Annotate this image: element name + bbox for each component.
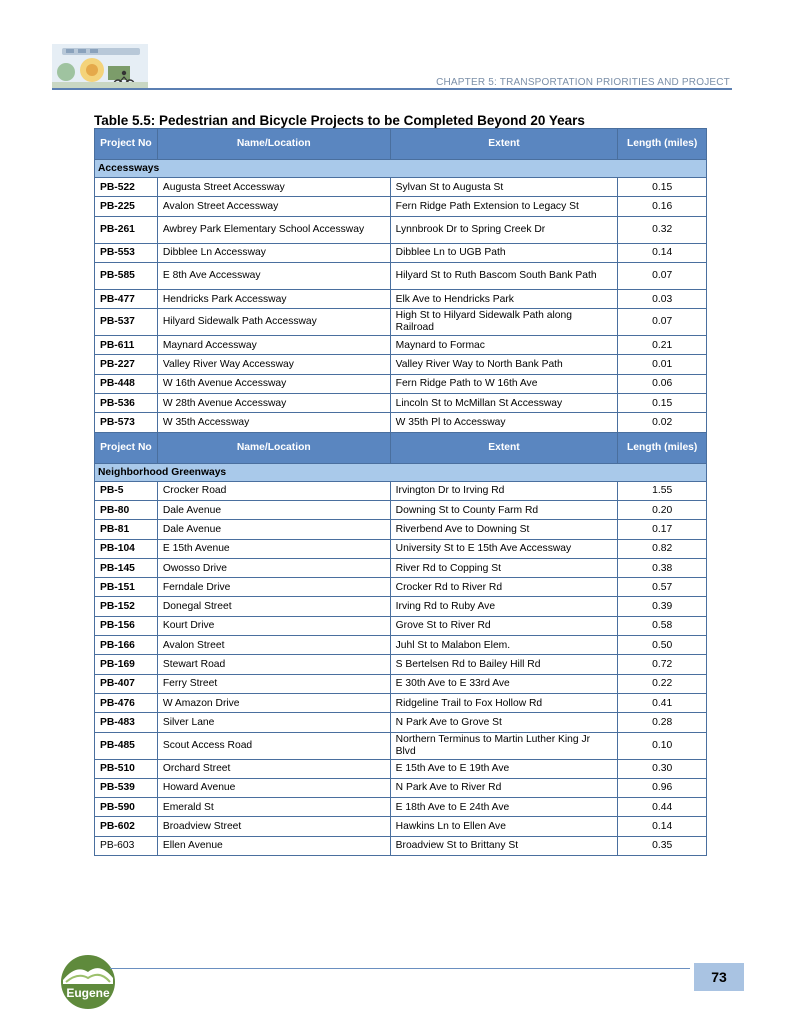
name-cell: Donegal Street [157, 597, 390, 616]
name-cell: W 28th Avenue Accessway [157, 394, 390, 413]
col-header-length: Length (miles) [618, 432, 707, 463]
extent-cell: E 18th Ave to E 24th Ave [390, 798, 618, 817]
table-title: Table 5.5: Pedestrian and Bicycle Projects to be Completed Beyond 20 Years [94, 113, 585, 128]
project-id-cell: PB-477 [95, 289, 158, 308]
project-id-cell: PB-166 [95, 636, 158, 655]
project-id-cell: PB-152 [95, 597, 158, 616]
length-cell: 0.39 [618, 597, 707, 616]
length-cell: 0.32 [618, 216, 707, 243]
project-id-cell: PB-611 [95, 336, 158, 355]
length-cell: 0.03 [618, 289, 707, 308]
name-cell: W 16th Avenue Accessway [157, 374, 390, 393]
eugene-logo-icon [58, 950, 118, 1012]
project-id-cell: PB-145 [95, 558, 158, 577]
project-id-cell: PB-448 [95, 374, 158, 393]
project-id-cell: PB-151 [95, 578, 158, 597]
extent-cell: Fern Ridge Path Extension to Legacy St [390, 197, 618, 216]
table-row [95, 636, 707, 655]
table-row [95, 178, 707, 197]
table-row [95, 616, 707, 635]
table-row [95, 674, 707, 693]
length-cell: 0.41 [618, 693, 707, 712]
extent-cell: Hawkins Ln to Ellen Ave [390, 817, 618, 836]
extent-cell: Lynnbrook Dr to Spring Creek Dr [390, 216, 618, 243]
extent-cell: Dibblee Ln to UGB Path [390, 243, 618, 262]
table-row [95, 798, 707, 817]
length-cell: 0.28 [618, 713, 707, 732]
col-header-name: Name/Location [157, 129, 390, 160]
length-cell: 0.15 [618, 178, 707, 197]
project-id-cell: PB-585 [95, 262, 158, 289]
table-header-row [95, 129, 707, 160]
extent-cell: Lincoln St to McMillan St Accessway [390, 394, 618, 413]
extent-cell: Ridgeline Trail to Fox Hollow Rd [390, 693, 618, 712]
extent-cell: River Rd to Copping St [390, 558, 618, 577]
extent-cell: Crocker Rd to River Rd [390, 578, 618, 597]
name-cell: Dale Avenue [157, 500, 390, 519]
length-cell: 1.55 [618, 481, 707, 500]
logo-label: Eugene [66, 986, 110, 1000]
project-id-cell: PB-539 [95, 778, 158, 797]
extent-cell: Fern Ridge Path to W 16th Ave [390, 374, 618, 393]
table-row [95, 713, 707, 732]
length-cell: 0.38 [618, 558, 707, 577]
extent-cell: E 30th Ave to E 33rd Ave [390, 674, 618, 693]
extent-cell: Maynard to Formac [390, 336, 618, 355]
length-cell: 0.15 [618, 394, 707, 413]
length-cell: 0.57 [618, 578, 707, 597]
table-row [95, 374, 707, 393]
project-id-cell: PB-536 [95, 394, 158, 413]
table-row [95, 817, 707, 836]
col-header-length: Length (miles) [618, 129, 707, 160]
extent-cell: Juhl St to Malabon Elem. [390, 636, 618, 655]
extent-cell: S Bertelsen Rd to Bailey Hill Rd [390, 655, 618, 674]
table-row [95, 693, 707, 712]
section-label: Accessways [95, 160, 707, 178]
name-cell: Awbrey Park Elementary School Accessway [157, 216, 390, 243]
project-id-cell: PB-603 [95, 836, 158, 855]
table-row [95, 778, 707, 797]
extent-cell: N Park Ave to River Rd [390, 778, 618, 797]
length-cell: 0.20 [618, 500, 707, 519]
length-cell: 0.16 [618, 197, 707, 216]
name-cell: Ferry Street [157, 674, 390, 693]
project-id-cell: PB-407 [95, 674, 158, 693]
table-row [95, 355, 707, 374]
eugene-logo [58, 950, 118, 1012]
extent-cell: Sylvan St to Augusta St [390, 178, 618, 197]
length-cell: 0.07 [618, 309, 707, 336]
extent-cell: W 35th Pl to Accessway [390, 413, 618, 432]
name-cell: Avalon Street [157, 636, 390, 655]
length-cell: 0.10 [618, 732, 707, 759]
name-cell: Dibblee Ln Accessway [157, 243, 390, 262]
extent-cell: Valley River Way to North Bank Path [390, 355, 618, 374]
name-cell: Emerald St [157, 798, 390, 817]
extent-cell: Irvington Dr to Irving Rd [390, 481, 618, 500]
table-row [95, 481, 707, 500]
extent-cell: E 15th Ave to E 19th Ave [390, 759, 618, 778]
table-row [95, 309, 707, 336]
table-row [95, 413, 707, 432]
name-cell: Crocker Road [157, 481, 390, 500]
project-id-cell: PB-261 [95, 216, 158, 243]
header-illustration [52, 44, 148, 90]
table-row [95, 197, 707, 216]
length-cell: 0.50 [618, 636, 707, 655]
extent-cell: Downing St to County Farm Rd [390, 500, 618, 519]
project-id-cell: PB-537 [95, 309, 158, 336]
extent-cell: Irving Rd to Ruby Ave [390, 597, 618, 616]
length-cell: 0.35 [618, 836, 707, 855]
extent-cell: N Park Ave to Grove St [390, 713, 618, 732]
length-cell: 0.30 [618, 759, 707, 778]
table-row [95, 336, 707, 355]
name-cell: Ellen Avenue [157, 836, 390, 855]
project-id-cell: PB-5 [95, 481, 158, 500]
name-cell: E 8th Ave Accessway [157, 262, 390, 289]
name-cell: Hendricks Park Accessway [157, 289, 390, 308]
length-cell: 0.17 [618, 520, 707, 539]
length-cell: 0.72 [618, 655, 707, 674]
length-cell: 0.01 [618, 355, 707, 374]
length-cell: 0.14 [618, 817, 707, 836]
table-row [95, 578, 707, 597]
table-row [95, 262, 707, 289]
table-row [95, 520, 707, 539]
name-cell: Scout Access Road [157, 732, 390, 759]
length-cell: 0.06 [618, 374, 707, 393]
project-id-cell: PB-104 [95, 539, 158, 558]
footer-rule [110, 968, 690, 969]
project-id-cell: PB-590 [95, 798, 158, 817]
project-id-cell: PB-483 [95, 713, 158, 732]
name-cell: Howard Avenue [157, 778, 390, 797]
length-cell: 0.07 [618, 262, 707, 289]
length-cell: 0.02 [618, 413, 707, 432]
table-row [95, 836, 707, 855]
extent-cell: Elk Ave to Hendricks Park [390, 289, 618, 308]
project-id-cell: PB-510 [95, 759, 158, 778]
length-cell: 0.21 [618, 336, 707, 355]
project-id-cell: PB-169 [95, 655, 158, 674]
table-row [95, 500, 707, 519]
table-row [95, 732, 707, 759]
project-id-cell: PB-156 [95, 616, 158, 635]
extent-cell: Grove St to River Rd [390, 616, 618, 635]
name-cell: Owosso Drive [157, 558, 390, 577]
project-id-cell: PB-573 [95, 413, 158, 432]
name-cell: W Amazon Drive [157, 693, 390, 712]
extent-cell: University St to E 15th Ave Accessway [390, 539, 618, 558]
col-header-project-no: Project No [95, 129, 158, 160]
name-cell: Augusta Street Accessway [157, 178, 390, 197]
extent-cell: Riverbend Ave to Downing St [390, 520, 618, 539]
name-cell: Hilyard Sidewalk Path Accessway [157, 309, 390, 336]
name-cell: Valley River Way Accessway [157, 355, 390, 374]
table-header-row [95, 432, 707, 463]
name-cell: E 15th Avenue [157, 539, 390, 558]
project-id-cell: PB-227 [95, 355, 158, 374]
length-cell: 0.58 [618, 616, 707, 635]
project-id-cell: PB-522 [95, 178, 158, 197]
name-cell: Stewart Road [157, 655, 390, 674]
table-row [95, 243, 707, 262]
table-row [95, 539, 707, 558]
col-header-extent: Extent [390, 129, 618, 160]
name-cell: Dale Avenue [157, 520, 390, 539]
projects-table [94, 128, 707, 856]
project-id-cell: PB-602 [95, 817, 158, 836]
length-cell: 0.82 [618, 539, 707, 558]
section-row-greenways [95, 463, 707, 481]
length-cell: 0.44 [618, 798, 707, 817]
length-cell: 0.14 [618, 243, 707, 262]
project-id-cell: PB-81 [95, 520, 158, 539]
project-id-cell: PB-476 [95, 693, 158, 712]
name-cell: Kourt Drive [157, 616, 390, 635]
table-row [95, 394, 707, 413]
section-label: Neighborhood Greenways [95, 463, 707, 481]
name-cell: Silver Lane [157, 713, 390, 732]
name-cell: Orchard Street [157, 759, 390, 778]
table-row [95, 655, 707, 674]
col-header-extent: Extent [390, 432, 618, 463]
chapter-title: CHAPTER 5: TRANSPORTATION PRIORITIES AND PROJECT [436, 77, 730, 88]
table-row [95, 759, 707, 778]
table-row [95, 558, 707, 577]
table-row [95, 289, 707, 308]
extent-cell: Northern Terminus to Martin Luther King Jr Blvd [390, 732, 618, 759]
length-cell: 0.96 [618, 778, 707, 797]
project-id-cell: PB-225 [95, 197, 158, 216]
col-header-name: Name/Location [157, 432, 390, 463]
extent-cell: Hilyard St to Ruth Bascom South Bank Path [390, 262, 618, 289]
section-row-accessways [95, 160, 707, 178]
length-cell: 0.22 [618, 674, 707, 693]
table-row [95, 216, 707, 243]
name-cell: Broadview Street [157, 817, 390, 836]
col-header-project-no: Project No [95, 432, 158, 463]
name-cell: Maynard Accessway [157, 336, 390, 355]
name-cell: W 35th Accessway [157, 413, 390, 432]
project-id-cell: PB-553 [95, 243, 158, 262]
page-number: 73 [694, 963, 744, 991]
extent-cell: High St to Hilyard Sidewalk Path along Railroad [390, 309, 618, 336]
header-rule [52, 88, 732, 90]
project-id-cell: PB-80 [95, 500, 158, 519]
name-cell: Ferndale Drive [157, 578, 390, 597]
extent-cell: Broadview St to Brittany St [390, 836, 618, 855]
project-id-cell: PB-485 [95, 732, 158, 759]
name-cell: Avalon Street Accessway [157, 197, 390, 216]
table-row [95, 597, 707, 616]
